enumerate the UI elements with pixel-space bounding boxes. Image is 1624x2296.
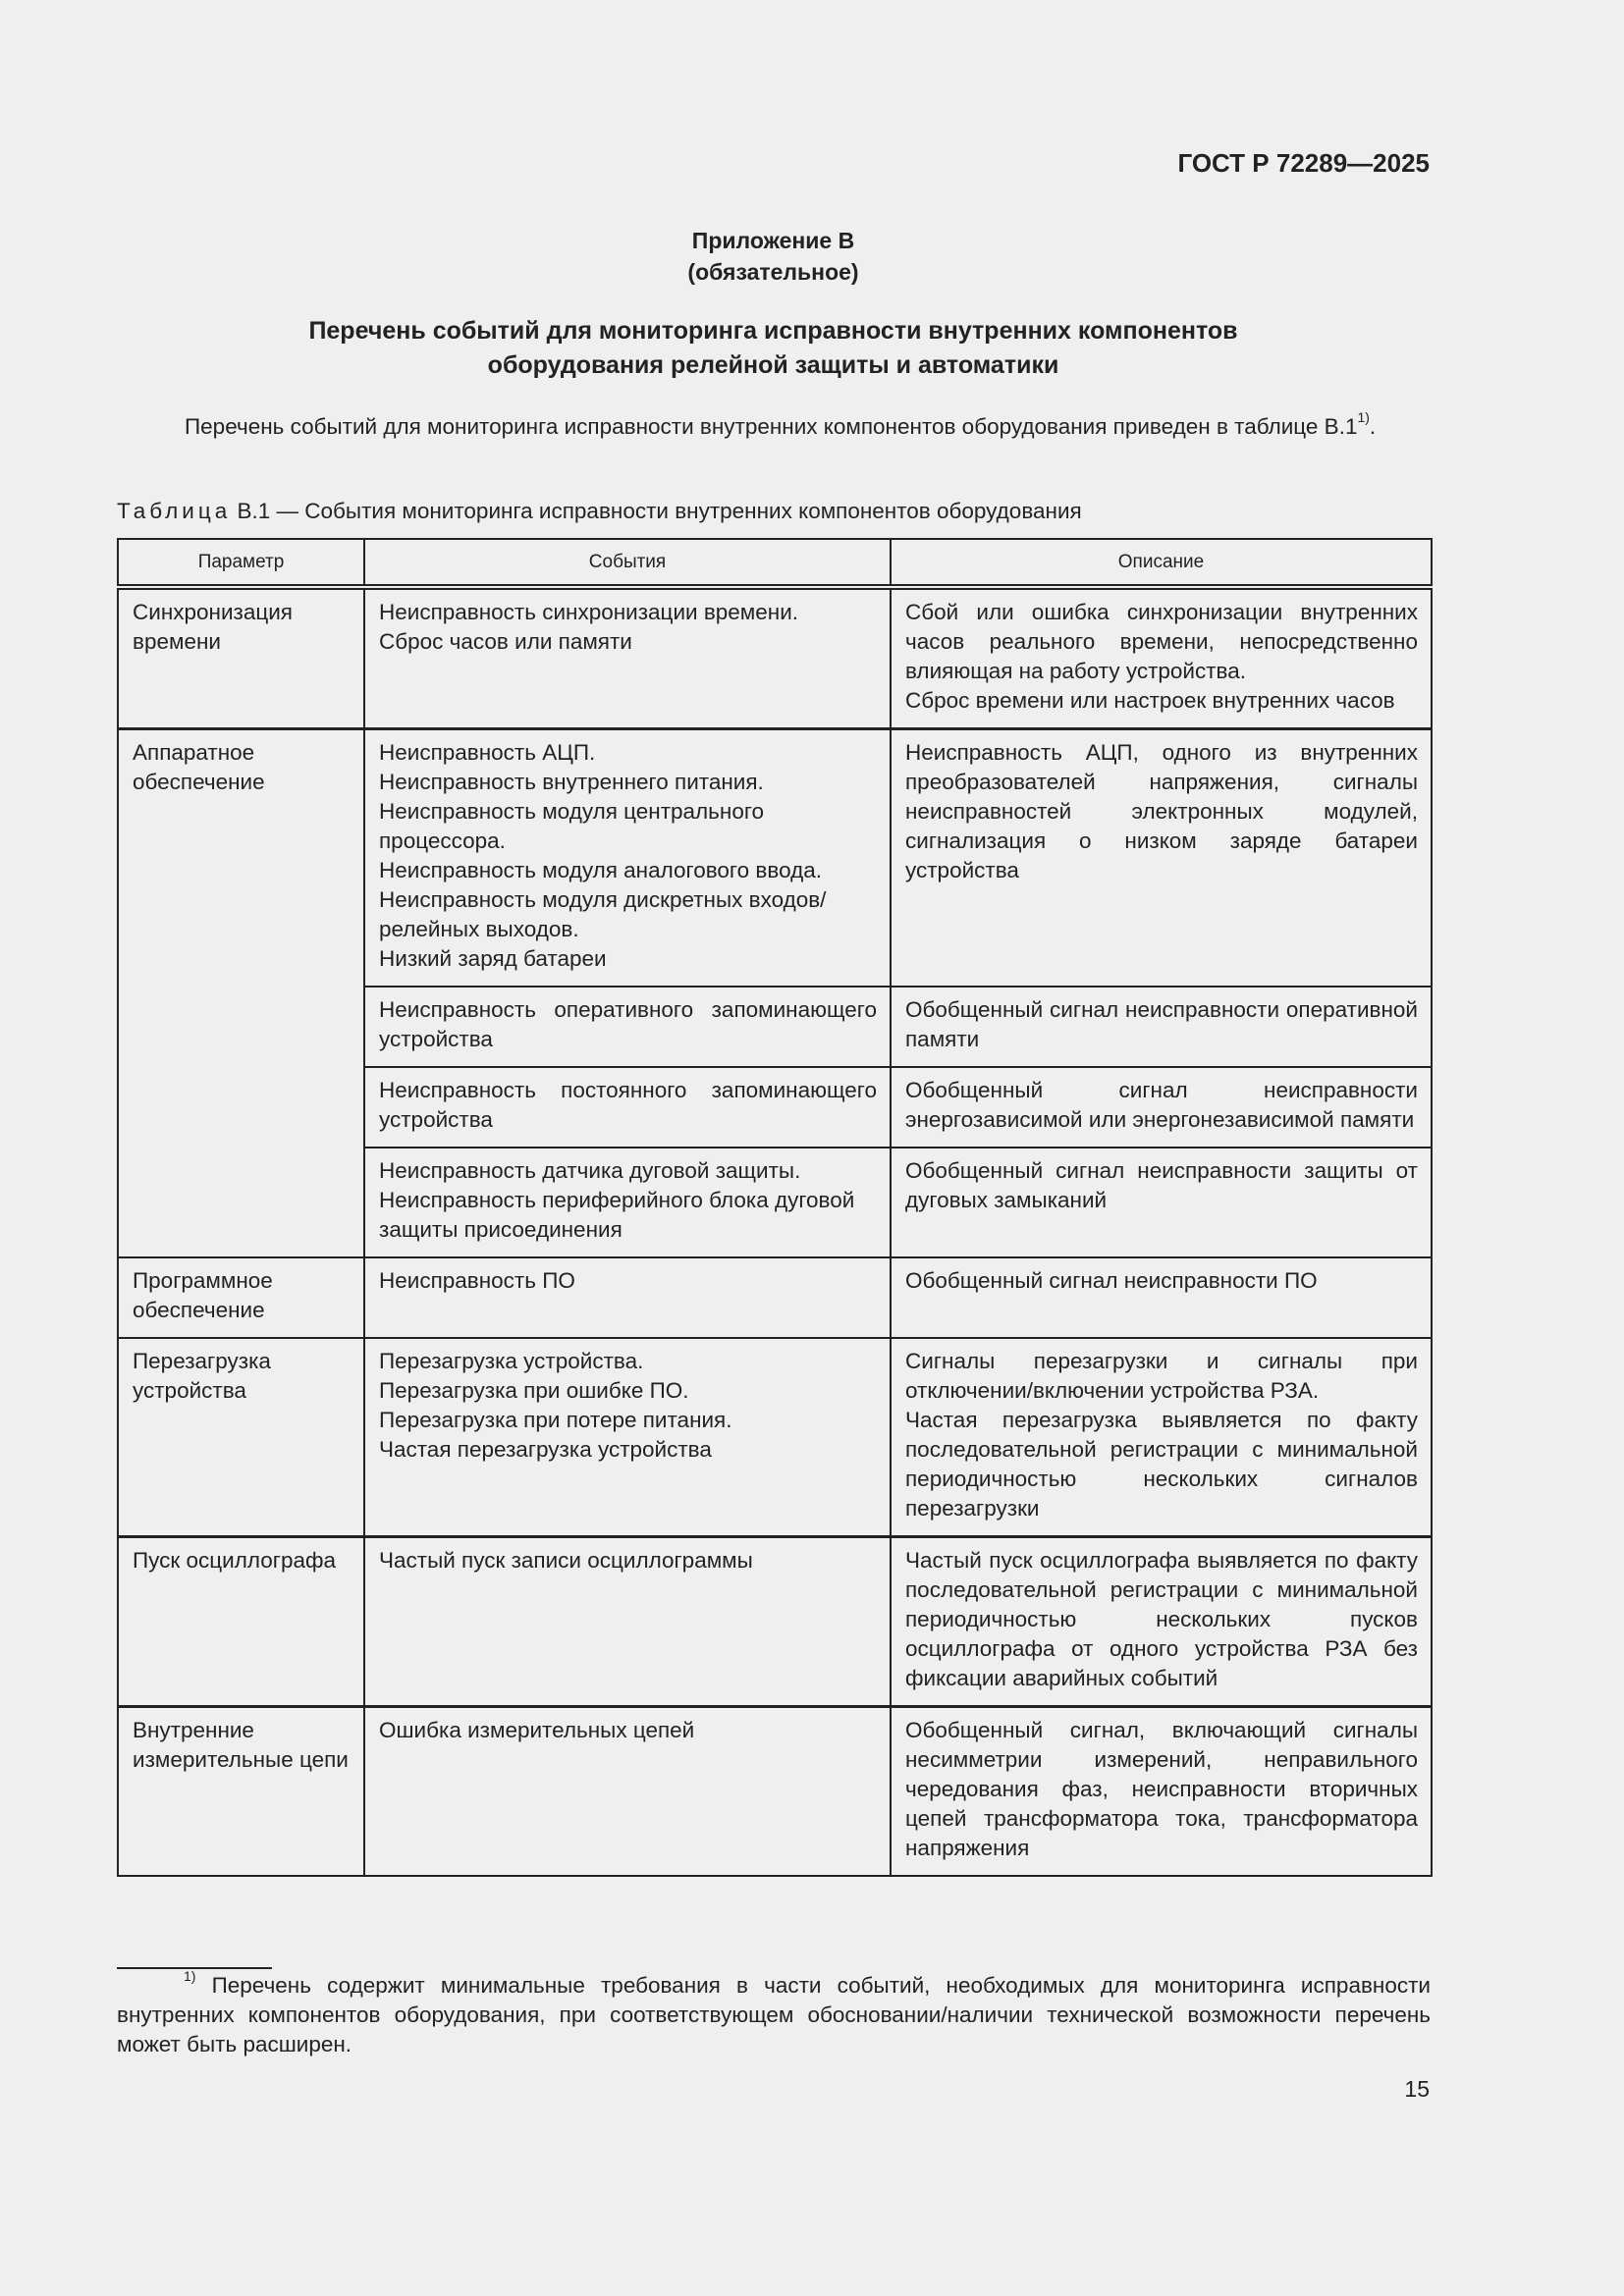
- event-line: Неисправность модуля аналогового ввода.: [379, 858, 822, 882]
- events-cell: [364, 587, 891, 729]
- description-cell: [891, 587, 1432, 729]
- param-cell: Перезагрузка устройства: [118, 1338, 364, 1537]
- events-cell: [364, 1338, 891, 1537]
- footnote-reference: 1): [1357, 409, 1370, 425]
- description-line: Обобщенный сигнал неисправности энергозависимой или энергонезависимой памяти: [905, 1078, 1418, 1132]
- events-cell: [364, 729, 891, 988]
- intro-text: Перечень событий для мониторинга исправности внутренних компонентов оборудования приведен в таблице В.1: [185, 414, 1358, 439]
- description-line: Частый пуск осциллографа выявляется по факту последовательной регистрации с минимальной периодичностью нескольких пусков осциллографа от одного устройства РЗА без фиксации аварийных событий: [905, 1548, 1418, 1690]
- section-title-line-2: оборудования релейной защиты и автоматики: [487, 351, 1059, 379]
- event-line: Неисправность датчика дуговой защиты.: [379, 1158, 801, 1183]
- description-cell: [891, 1257, 1432, 1338]
- event-line: Частый пуск записи осциллограммы: [379, 1548, 753, 1573]
- events-cell: [364, 1707, 891, 1877]
- header-parameter: Параметр: [118, 539, 364, 587]
- event-line: Ошибка измерительных цепей: [379, 1718, 695, 1742]
- param-cell: Аппаратное обеспечение: [118, 729, 364, 1258]
- event-line: Неисправность модуля центрального процессора.: [379, 799, 765, 853]
- section-title-line-1: Перечень событий для мониторинга исправности внутренних компонентов: [308, 317, 1238, 345]
- event-line: Неисправность АЦП.: [379, 740, 596, 765]
- events-table: [117, 538, 1433, 1877]
- table-header-row: [118, 539, 1432, 587]
- event-line: Перезагрузка при потере питания.: [379, 1408, 732, 1432]
- param-cell: Программное обеспечение: [118, 1257, 364, 1338]
- description-line: Обобщенный сигнал неисправности оперативной памяти: [905, 997, 1418, 1051]
- events-cell: [364, 987, 891, 1067]
- param-cell: Пуск осциллографа: [118, 1537, 364, 1707]
- description-cell: [891, 1707, 1432, 1877]
- table-row: [118, 1338, 1432, 1537]
- event-line: Неисправность модуля дискретных входов/релейных выходов.: [379, 887, 827, 941]
- event-line: Неисправность ПО: [379, 1268, 575, 1293]
- section-title: [0, 314, 1546, 383]
- description-cell: [891, 1537, 1432, 1707]
- table-row: [118, 1707, 1432, 1877]
- description-cell: [891, 1067, 1432, 1148]
- param-cell: Синхронизация времени: [118, 587, 364, 729]
- event-line: Неисправность синхронизации времени.: [379, 600, 799, 624]
- event-line: Неисправность внутреннего питания.: [379, 770, 764, 794]
- header-events: События: [364, 539, 891, 587]
- table-row: [118, 587, 1432, 729]
- footnote-marker: 1): [184, 1968, 196, 1984]
- description-cell: [891, 987, 1432, 1067]
- param-cell: Внутренние измерительные цепи: [118, 1707, 364, 1877]
- event-line: Перезагрузка устройства.: [379, 1349, 644, 1373]
- description-cell: [891, 729, 1432, 988]
- description-cell: [891, 1338, 1432, 1537]
- intro-end: .: [1369, 414, 1377, 439]
- event-line: Частая перезагрузка устройства: [379, 1437, 712, 1462]
- events-cell: [364, 1067, 891, 1148]
- appendix-title: Приложение В: [691, 228, 855, 253]
- footnote: [117, 1968, 1431, 2059]
- event-line: Неисправность постоянного запоминающего устройства: [379, 1078, 877, 1132]
- document-number: ГОСТ Р 72289—2025: [1177, 148, 1430, 178]
- description-line: Обобщенный сигнал, включающий сигналы несимметрии измерений, неправильного чередования фаз, неисправности вторичных цепей трансформатора тока, трансформатора напряжения: [905, 1718, 1418, 1860]
- description-line: Частая перезагрузка выявляется по факту последовательной регистрации с минимальной периодичностью нескольких сигналов перезагрузки: [905, 1408, 1418, 1521]
- event-line: Неисправность периферийного блока дуговой защиты присоединения: [379, 1188, 855, 1242]
- events-cell: [364, 1537, 891, 1707]
- event-line: Неисправность оперативного запоминающего устройства: [379, 997, 877, 1051]
- description-line: Сброс времени или настроек внутренних часов: [905, 688, 1395, 713]
- events-cell: [364, 1148, 891, 1257]
- table-caption-prefix: Таблица: [117, 499, 232, 523]
- event-line: Перезагрузка при ошибке ПО.: [379, 1378, 689, 1403]
- description-line: Неисправность АЦП, одного из внутренних преобразователей напряжения, сигналы неисправностей электронных модулей, сигнализация о низком заряде батареи устройства: [905, 740, 1418, 882]
- events-cell: [364, 1257, 891, 1338]
- table-caption-text: В.1 — События мониторинга исправности внутренних компонентов оборудования: [231, 499, 1082, 523]
- table-caption: [117, 497, 1082, 525]
- table-row: [118, 1537, 1432, 1707]
- page-number: 15: [1404, 2076, 1430, 2102]
- description-line: Сбой или ошибка синхронизации внутренних часов реального времени, непосредственно влияющая на работу устройства.: [905, 600, 1418, 683]
- description-cell: [891, 1148, 1432, 1257]
- event-line: Низкий заряд батареи: [379, 946, 607, 971]
- description-line: Сигналы перезагрузки и сигналы при отключении/включении устройства РЗА.: [905, 1349, 1418, 1403]
- table-row: [118, 1257, 1432, 1338]
- appendix-status: (обязательное): [687, 259, 859, 285]
- header-description: Описание: [891, 539, 1432, 587]
- event-line: Сброс часов или памяти: [379, 629, 632, 654]
- table-row: [118, 729, 1432, 988]
- description-line: Обобщенный сигнал неисправности ПО: [905, 1268, 1318, 1293]
- intro-paragraph: [117, 409, 1431, 441]
- footnote-text: Перечень содержит минимальные требования в части событий, необходимых для мониторинга исправности внутренних компонентов оборудования, при соответствующем обосновании/наличии технической возможности перечень может быть расширен.: [117, 1973, 1431, 2056]
- appendix-heading: [0, 225, 1546, 288]
- description-line: Обобщенный сигнал неисправности защиты от дуговых замыканий: [905, 1158, 1418, 1212]
